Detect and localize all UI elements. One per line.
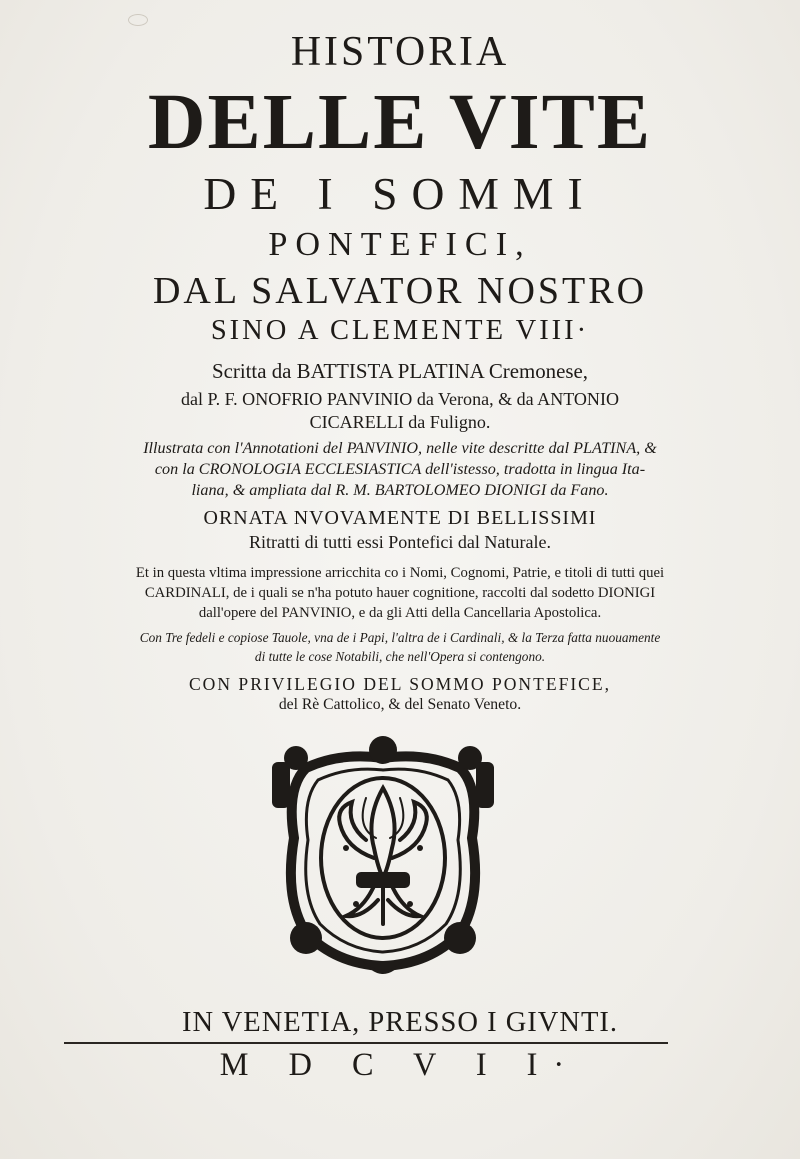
authors-line-1: Scritta da BATTISTA PLATINA Cremonese,: [211, 359, 589, 383]
authors-line-2: dal P. F. ONOFRIO PANVINIO da Verona, & da ANTONIO: [181, 389, 619, 409]
edition-line-2: CARDINALI, de i quali se n'ha potuto hauer cognitione, raccolti dal sodetto DIONIGI: [144, 585, 656, 601]
imprint-line: IN VENETIA, PRESSO I GIVNTI.: [182, 1007, 618, 1038]
privilege-line-1: CON PRIVILEGIO DEL SOMMO PONTEFICE,: [188, 674, 612, 694]
publication-date: M D C V I I·: [219, 1046, 581, 1082]
privilege-line-2: del Rè Cattolico, & del Senato Veneto.: [278, 696, 522, 713]
title-line-3: DE I SOMMI: [203, 168, 597, 219]
title-line-2: DELLE VITE: [147, 78, 653, 166]
edition-line-3: dall'opere del PANVINIO, e da gli Atti della Cancellaria Apostolica.: [198, 605, 602, 621]
title-line-5: DAL SALVATOR NOSTRO: [152, 270, 648, 312]
paper-stain: [128, 14, 148, 26]
title-line-1: HISTORIA: [290, 29, 510, 75]
ornata-line-2: Ritratti di tutti essi Pontefici dal Naturale.: [249, 532, 551, 552]
authors-line-3: CICARELLI da Fuligno.: [309, 412, 491, 432]
title-line-6: SINO A CLEMENTE VIII·: [210, 315, 590, 346]
illustrated-line-1: Illustrata con l'Annotationi del PANVINIO, nelle vite descritte dal PLATINA, &: [143, 440, 657, 457]
ornata-line-1: ORNATA NVOVAMENTE DI BELLISSIMI: [203, 507, 597, 529]
fleur-de-lis-printer-device-icon: [266, 728, 500, 980]
illustrated-line-3: liana, & ampliata dal R. M. BARTOLOMEO DIONIGI da Fano.: [191, 482, 609, 499]
edition-line-1: Et in questa vltima impressione arricchita co i Nomi, Cognomi, Patrie, e titoli di tutti quei: [135, 565, 665, 581]
tables-line-2: di tutte le cose Notabili, che nell'Opera si contengono.: [254, 649, 546, 664]
title-line-4: PONTEFICI,: [268, 226, 532, 263]
tables-line-1: Con Tre fedeli e copiose Tauole, vna de i Papi, l'altra de i Cardinali, & la Terza fatta nuouamente: [139, 630, 661, 645]
illustrated-line-2: con la CRONOLOGIA ECCLESIASTICA dell'istesso, tradotta in lingua Ita-: [154, 461, 646, 478]
